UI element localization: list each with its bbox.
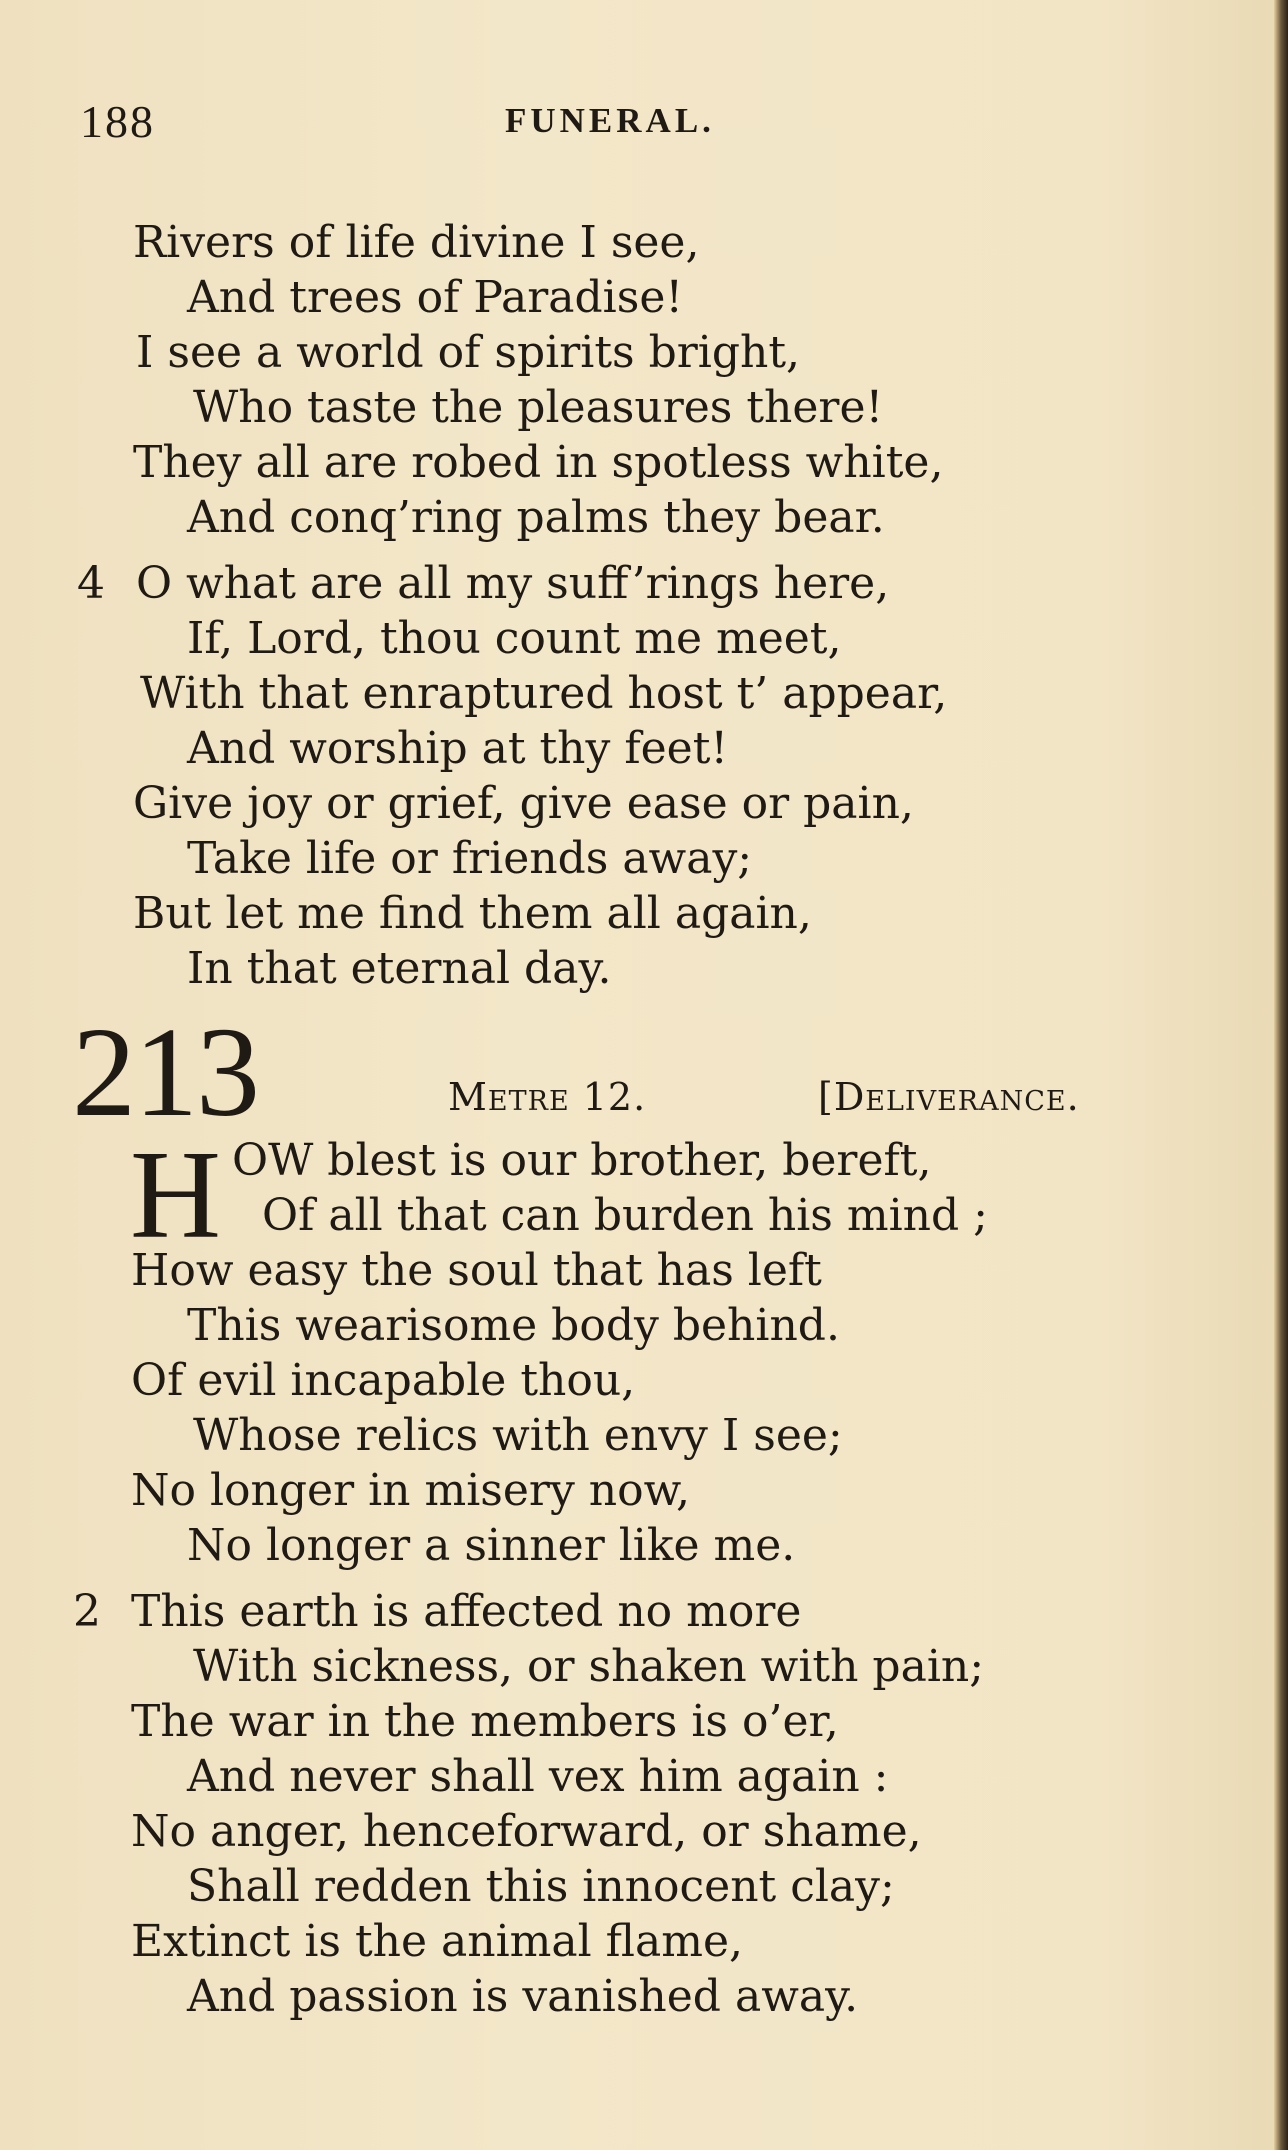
stanza-number: 4 [77,558,105,609]
verse-line: This earth is affected no more [131,1586,802,1637]
verse-line: No longer in misery now, [131,1465,691,1516]
verse-line: Whose relics with envy I see; [193,1410,843,1461]
hymn-tune-name: [Deliverance. [818,1075,1080,1119]
verse-line: And never shall vex him again : [187,1751,889,1802]
verse-line: In that eternal day. [187,943,612,994]
verse-line: Who taste the pleasures there! [193,382,884,433]
verse-line: Rivers of life divine I see, [133,217,700,268]
hymn-metre: Metre 12. [448,1075,647,1119]
verse-line: Of evil incapable thou, [131,1355,636,1406]
verse-line: And trees of Paradise! [187,272,684,323]
verse-line: But let me find them all again, [133,888,812,939]
verse-line: And conq’ring palms they bear. [187,492,885,543]
verse-line: No longer a sinner like me. [187,1520,796,1571]
verse-line: With sickness, or shaken with pain; [193,1641,985,1692]
verse-line: OW blest is our brother, bereft, [232,1135,932,1186]
verse-line: The war in the members is o’er, [131,1696,839,1747]
verse-line: And worship at thy feet! [187,723,729,774]
verse-line: I see a world of spirits bright, [136,327,801,378]
verse-line: They all are robed in spotless white, [133,437,944,488]
running-head: FUNERAL. [505,101,715,140]
verse-line: If, Lord, thou count me meet, [187,613,842,664]
verse-line: And passion is vanished away. [187,1971,859,2022]
verse-line: How easy the soul that has left [131,1245,822,1296]
verse-line: Take life or friends away; [187,833,753,884]
verse-line: Give joy or grief, give ease or pain, [133,778,914,829]
verse-line: No anger, henceforward, or shame, [131,1806,922,1857]
stanza-number: 2 [73,1586,101,1637]
page-edge-shadow [1274,0,1288,2150]
page-header [80,95,1208,155]
drop-cap: H [130,1126,221,1265]
page-number: 188 [80,96,155,147]
verse-line: With that enraptured host t’ appear, [140,668,948,719]
hymn-number: 213 [72,1001,258,1143]
verse-line: O what are all my suff’rings here, [136,558,890,609]
verse-line: Shall redden this innocent clay; [187,1861,895,1912]
verse-line: Of all that can burden his mind ; [262,1190,988,1241]
verse-line: Extinct is the animal flame, [131,1916,744,1967]
verse-line: This wearisome body behind. [187,1300,840,1351]
